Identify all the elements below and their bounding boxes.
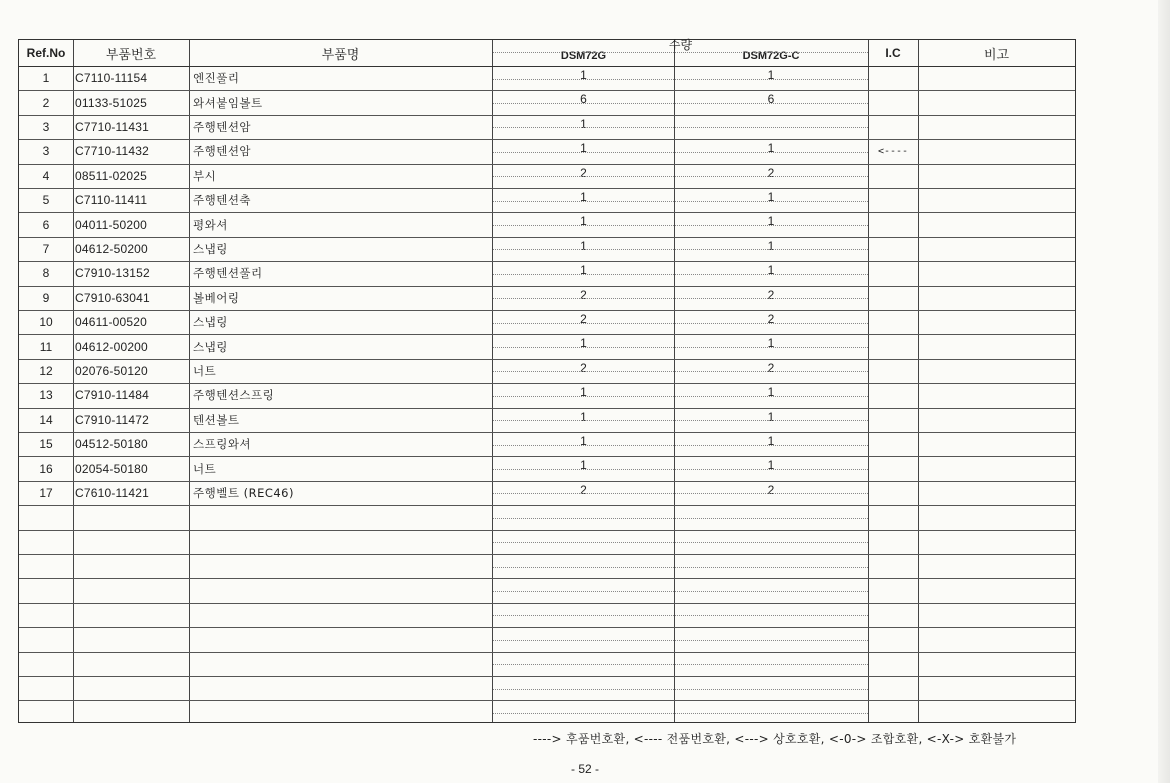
- ic-cell: [868, 359, 918, 383]
- qty-model-1-cell: 1: [580, 458, 587, 473]
- part-number-cell: 02054-50180: [75, 461, 148, 476]
- part-number-cell: C7710-11432: [75, 144, 150, 159]
- quantity-subline: [493, 249, 868, 250]
- part-number-cell: 04011-50200: [75, 217, 148, 232]
- part-number-cell: 08511-02025: [75, 168, 148, 183]
- remarks-cell: [918, 164, 1075, 188]
- quantity-subline: [493, 127, 868, 128]
- part-number-cell: C7710-11431: [75, 119, 150, 134]
- quantity-subline: [493, 420, 868, 421]
- ic-cell: [868, 237, 918, 261]
- remarks-cell: [918, 359, 1075, 383]
- qty-model-1-cell: 2: [580, 287, 587, 302]
- ic-cell: [868, 66, 918, 90]
- qty-model-2-cell: 1: [767, 409, 775, 424]
- qty-model-1-cell: 1: [580, 141, 587, 156]
- qty-model-1-cell: 2: [580, 360, 587, 375]
- remarks-cell: [918, 334, 1075, 358]
- ic-cell: [868, 261, 918, 285]
- part-number-cell: C7110-11411: [75, 193, 148, 208]
- header-ref-no: Ref.No: [26, 46, 66, 60]
- remarks-cell: [918, 212, 1075, 236]
- qty-model-2-cell: 2: [767, 287, 775, 302]
- qty-model-2-cell: 1: [767, 68, 775, 82]
- remarks-cell: [918, 456, 1075, 480]
- ref-cell: 2: [42, 95, 50, 110]
- qty-model-2-cell: 2: [767, 482, 775, 497]
- header-quantity: 수량: [668, 38, 693, 52]
- remarks-cell: [918, 286, 1075, 310]
- header-part-number: 부품번호: [105, 47, 157, 63]
- part-name-cell: 스냅링: [193, 241, 228, 256]
- page-number: - 52 -: [570, 762, 599, 776]
- quantity-subline: [493, 591, 868, 592]
- ref-cell: 8: [42, 266, 50, 281]
- quantity-subline: [493, 542, 868, 543]
- remarks-cell: [918, 115, 1075, 139]
- quantity-subline: [493, 469, 868, 470]
- part-number-cell: C7910-11484: [75, 388, 150, 403]
- qty-model-1-cell: 1: [580, 68, 587, 82]
- header-remarks: 비고: [983, 47, 1010, 63]
- part-name-cell: 텐션볼트: [193, 412, 240, 427]
- remarks-cell: [918, 261, 1075, 285]
- part-number-cell: 04611-00520: [75, 315, 148, 330]
- ref-cell: 15: [39, 437, 53, 452]
- header-ic: I.C: [885, 46, 901, 60]
- qty-model-2-cell: 2: [767, 165, 775, 180]
- part-name-cell: 주행텐션암: [193, 144, 252, 159]
- ic-cell: [868, 481, 918, 505]
- part-number-cell: C7910-63041: [75, 290, 150, 305]
- qty-model-1-cell: 1: [580, 385, 587, 400]
- header-part-name: 부품명: [321, 47, 360, 63]
- qty-model-1-cell: 6: [580, 92, 587, 107]
- ref-cell: 12: [39, 363, 53, 378]
- ic-cell: [868, 90, 918, 114]
- remarks-cell: [918, 408, 1075, 432]
- part-number-cell: C7110-11154: [75, 71, 148, 86]
- quantity-subline: [493, 176, 868, 177]
- quantity-subline: [493, 103, 868, 104]
- qty-model-2-cell: 1: [767, 385, 775, 400]
- qty-model-1-cell: 2: [580, 482, 587, 497]
- part-name-cell: 너트: [193, 461, 217, 476]
- ic-cell: <----: [877, 145, 909, 157]
- part-number-cell: 02076-50120: [75, 363, 148, 378]
- ref-cell: 7: [42, 241, 50, 256]
- quantity-subline: [493, 152, 868, 153]
- quantity-subline: [493, 689, 868, 690]
- ic-cell: [868, 408, 918, 432]
- remarks-cell: [918, 383, 1075, 407]
- header-model-2: DSM72G-C: [742, 50, 800, 62]
- remarks-cell: [918, 90, 1075, 114]
- compatibility-legend: ----> 후품번호환, <---- 전품번호환, <---> 상호호환, <-0-> 조합호환, <-X-> 호환불가: [533, 732, 1017, 746]
- quantity-subline: [493, 567, 868, 568]
- part-name-cell: 스프링와셔: [193, 437, 252, 452]
- ref-cell: 3: [42, 144, 50, 159]
- part-number-cell: 04512-50180: [75, 437, 148, 452]
- ic-cell: [868, 383, 918, 407]
- qty-model-2-cell: 2: [767, 312, 775, 326]
- remarks-cell: [918, 481, 1075, 505]
- remarks-cell: [918, 188, 1075, 212]
- qty-model-1-cell: 1: [580, 434, 587, 448]
- ref-cell: 13: [39, 388, 53, 403]
- parts-table: [18, 39, 1076, 723]
- quantity-subline: [493, 79, 868, 80]
- remarks-cell: [918, 432, 1075, 456]
- ref-cell: 3: [42, 119, 50, 134]
- part-number-cell: C7910-13152: [75, 266, 150, 281]
- ref-cell: 14: [39, 412, 53, 427]
- part-name-cell: 부시: [193, 168, 217, 183]
- part-name-cell: 주행벨트 (REC46): [193, 485, 294, 500]
- ic-cell: [868, 164, 918, 188]
- part-name-cell: 주행텐션스프링: [193, 388, 275, 403]
- quantity-subline: [493, 225, 868, 226]
- remarks-cell: [918, 310, 1075, 334]
- part-number-cell: C7910-11472: [75, 412, 150, 427]
- qty-model-2-cell: 1: [767, 458, 775, 473]
- ic-cell: [868, 310, 918, 334]
- quantity-subline: [493, 493, 868, 494]
- ic-cell: [868, 334, 918, 358]
- ic-cell: [868, 432, 918, 456]
- qty-model-1-cell: 1: [580, 116, 587, 131]
- remarks-cell: [918, 66, 1075, 90]
- part-name-cell: 주행텐션풀리: [193, 266, 263, 281]
- part-number-cell: 01133-51025: [75, 95, 148, 110]
- qty-model-1-cell: 1: [580, 336, 587, 351]
- qty-model-1-cell: 1: [580, 214, 587, 229]
- part-name-cell: 주행텐션암: [193, 119, 252, 134]
- ic-cell: [868, 212, 918, 236]
- qty-model-1-cell: 2: [580, 165, 587, 180]
- part-number-cell: C7610-11421: [75, 485, 150, 500]
- part-name-cell: 스냅링: [193, 339, 228, 354]
- quantity-subline: [493, 396, 868, 397]
- quantity-subline: [493, 347, 868, 348]
- qty-model-2-cell: 2: [767, 360, 775, 375]
- qty-model-2-cell: 1: [767, 238, 775, 253]
- part-name-cell: 평와셔: [193, 217, 228, 232]
- ic-cell: [868, 115, 918, 139]
- remarks-cell: [918, 139, 1075, 163]
- qty-model-2-cell: 1: [767, 336, 775, 351]
- quantity-subline: [493, 371, 868, 372]
- quantity-subline: [493, 323, 868, 324]
- ref-cell: 9: [42, 290, 50, 305]
- ref-cell: 16: [39, 461, 53, 476]
- qty-model-1-cell: 2: [580, 312, 587, 326]
- qty-model-1-cell: 1: [580, 190, 587, 204]
- header-model-1: DSM72G: [560, 50, 607, 62]
- ic-cell: [868, 286, 918, 310]
- part-name-cell: 스냅링: [193, 315, 228, 330]
- page-edge: [1158, 0, 1170, 783]
- qty-model-2-cell: 1: [767, 190, 775, 204]
- quantity-subline: [493, 664, 868, 665]
- ref-cell: 1: [42, 71, 50, 86]
- part-number-cell: 04612-00200: [75, 339, 148, 354]
- quantity-divider: [493, 52, 868, 53]
- qty-model-2-cell: 1: [767, 434, 775, 448]
- qty-model-2-cell: 1: [767, 263, 775, 278]
- quantity-subline: [493, 640, 868, 641]
- qty-model-1-cell: 1: [580, 263, 587, 278]
- qty-model-2-cell: 6: [767, 92, 775, 107]
- ref-cell: 5: [42, 193, 50, 208]
- quantity-subline: [493, 518, 868, 519]
- remarks-cell: [918, 237, 1075, 261]
- quantity-subline: [493, 298, 868, 299]
- quantity-subline: [493, 713, 868, 714]
- ref-cell: 11: [39, 339, 53, 354]
- part-name-cell: 주행텐션축: [193, 193, 252, 208]
- ref-cell: 4: [42, 168, 50, 183]
- ic-cell: [868, 456, 918, 480]
- ref-cell: 6: [42, 217, 50, 232]
- part-name-cell: 엔진풀리: [193, 71, 240, 86]
- ic-cell: [868, 188, 918, 212]
- part-name-cell: 볼베어링: [193, 290, 240, 305]
- part-name-cell: 너트: [193, 363, 217, 378]
- quantity-subline: [493, 445, 868, 446]
- qty-model-2-cell: 1: [767, 214, 775, 229]
- part-number-cell: 04612-50200: [75, 241, 148, 256]
- qty-model-1-cell: 1: [580, 409, 587, 424]
- ref-cell: 10: [39, 315, 53, 330]
- quantity-subline: [493, 615, 868, 616]
- qty-model-1-cell: 1: [580, 238, 587, 253]
- part-name-cell: 와셔붙임볼트: [193, 95, 263, 110]
- qty-model-2-cell: 1: [767, 141, 775, 156]
- quantity-subline: [493, 201, 868, 202]
- ref-cell: 17: [39, 485, 53, 500]
- quantity-subline: [493, 274, 868, 275]
